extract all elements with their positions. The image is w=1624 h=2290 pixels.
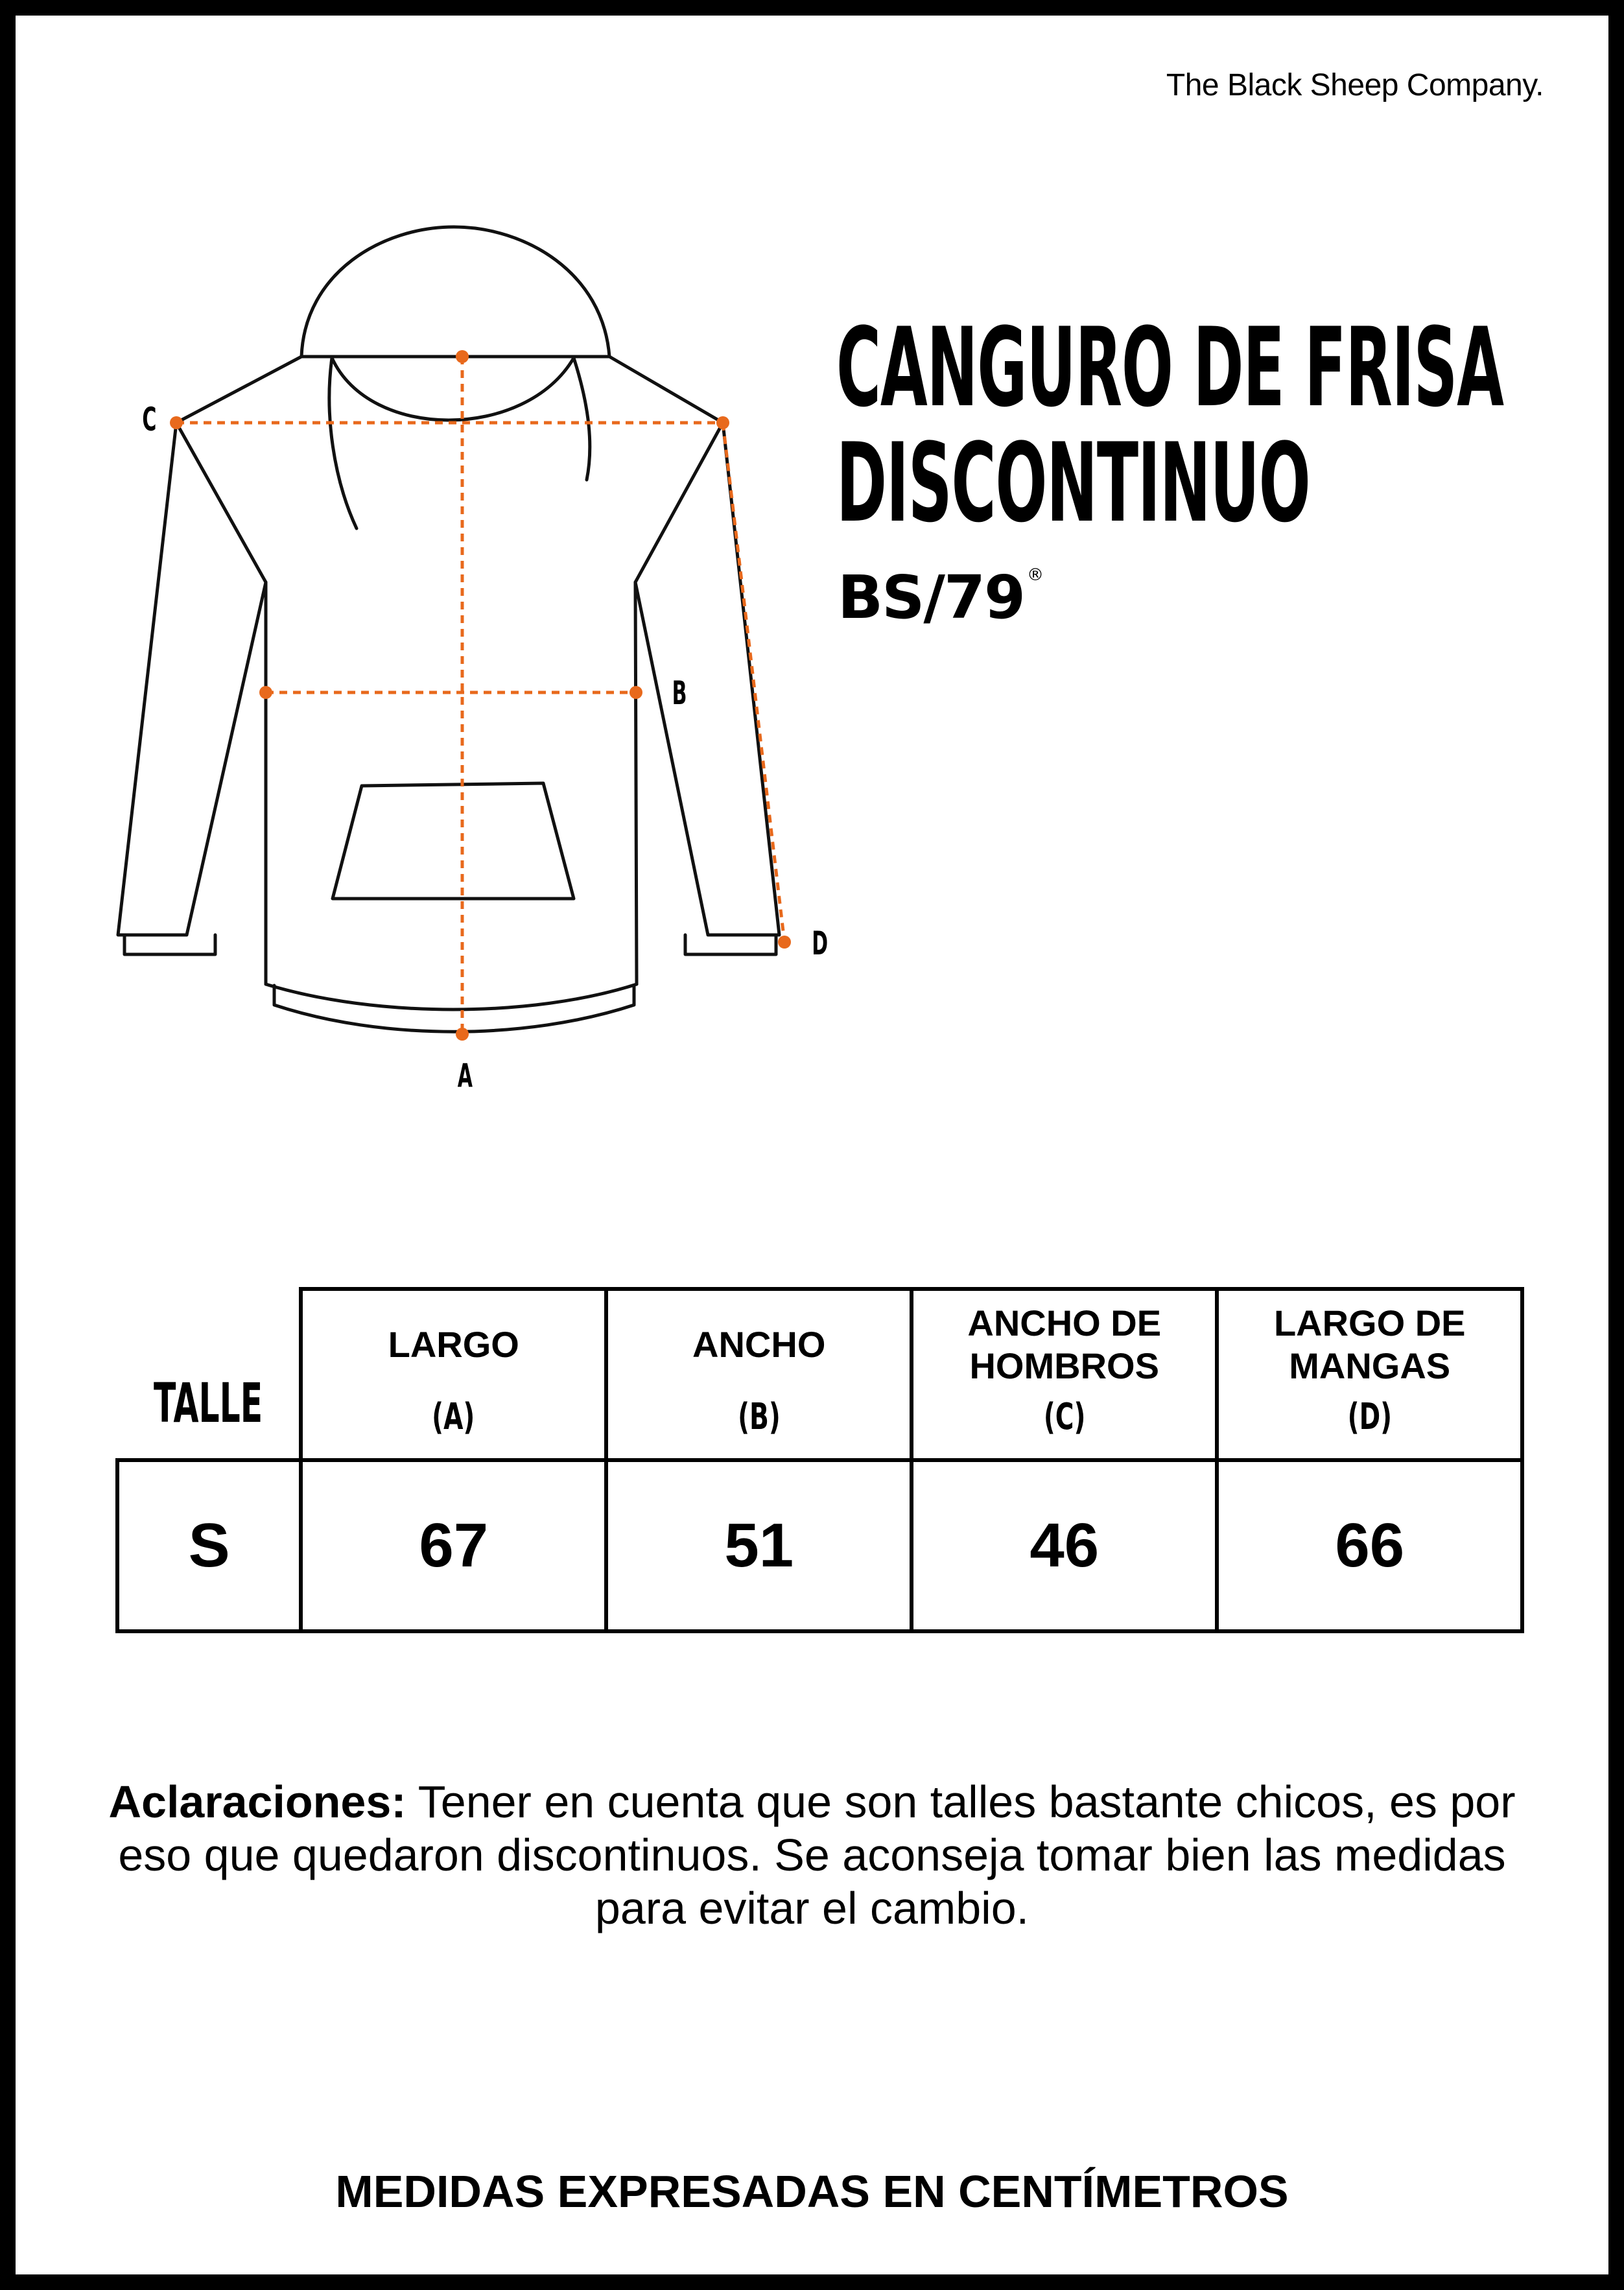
cell-ancho-hombros: 46 — [912, 1460, 1217, 1631]
size-table — [115, 1287, 1524, 1633]
header-name: LARGO — [388, 1324, 519, 1365]
point-a-bottom — [456, 1028, 469, 1041]
notes-label: Aclaraciones: — [108, 1777, 406, 1827]
brand-name: The Black Sheep Company. — [1166, 68, 1544, 102]
registered-mark: ® — [1027, 565, 1043, 585]
cell-largo: 67 — [301, 1460, 606, 1631]
notes-paragraph — [97, 1775, 1527, 1935]
hoodie-illustration — [91, 195, 843, 1135]
header-name: ANCHO DE HOMBROS — [967, 1303, 1162, 1386]
label-b: B — [672, 674, 687, 712]
cell-ancho: 51 — [606, 1460, 912, 1631]
header-letter: (B) — [737, 1396, 781, 1438]
label-a: A — [457, 1057, 473, 1094]
talle-header — [117, 1289, 301, 1460]
label-c: C — [142, 401, 157, 438]
label-d: D — [812, 925, 829, 962]
logo-text: BS/79 — [838, 563, 1025, 632]
point-c-right — [716, 416, 729, 429]
bs79-logo — [838, 563, 1042, 632]
hoodie-diagram — [91, 195, 843, 1135]
header-name: LARGO DE MANGAS — [1273, 1303, 1466, 1386]
header-largo — [301, 1289, 606, 1460]
header-letter: (A) — [432, 1396, 475, 1438]
point-d — [778, 936, 791, 949]
point-a-top — [456, 350, 469, 363]
product-title — [836, 304, 1503, 547]
header-letter: (D) — [1347, 1396, 1392, 1438]
cell-largo-mangas: 66 — [1217, 1460, 1522, 1631]
header-ancho-hombros — [912, 1289, 1217, 1460]
point-c-left — [170, 416, 183, 429]
product-title-line2: DISCONTINUO — [836, 419, 1310, 547]
header-letter: (C) — [1043, 1396, 1086, 1438]
footer-units: MEDIDAS EXPRESADAS EN CENTÍMETROS — [335, 2166, 1289, 2217]
table-header-row — [117, 1289, 1522, 1460]
point-b-left — [259, 686, 272, 699]
point-b-right — [630, 686, 642, 699]
header-ancho — [606, 1289, 912, 1460]
notes-text: Tener en cuenta que son talles bastante chicos, es por eso que quedaron discontinuos. Se aconseja tomar bien las medidas para evitar el cambio. — [118, 1777, 1516, 1933]
product-title-line1: CANGURO DE FRISA — [836, 304, 1503, 431]
cell-size: S — [117, 1460, 301, 1631]
table-row — [117, 1460, 1522, 1631]
header-largo-mangas — [1217, 1289, 1522, 1460]
talle-label: TALLE — [154, 1371, 263, 1435]
header-name: ANCHO — [692, 1324, 826, 1365]
